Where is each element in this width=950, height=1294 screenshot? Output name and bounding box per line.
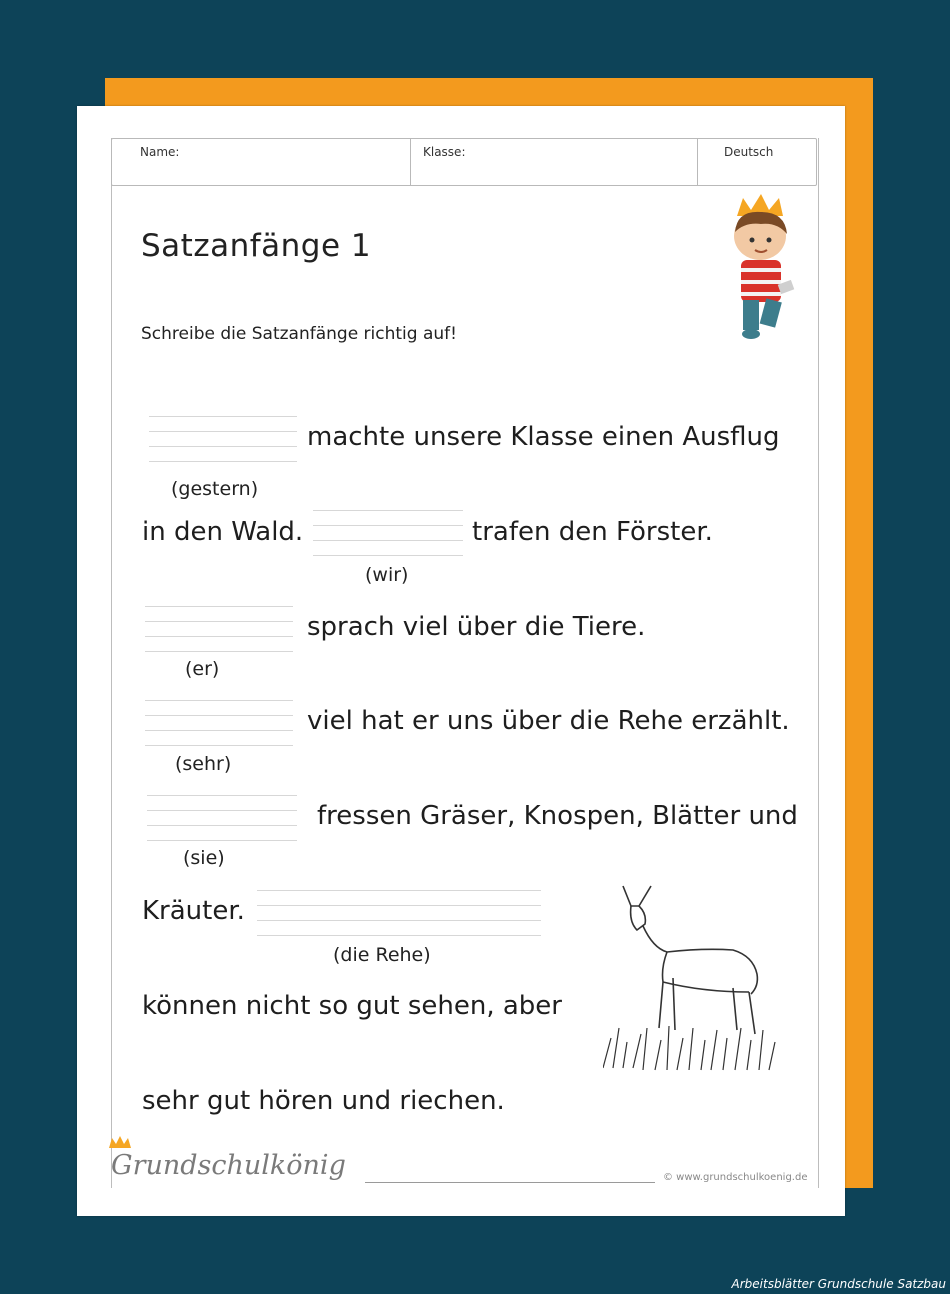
instruction-text: Schreibe die Satzanfänge richtig auf! — [141, 324, 457, 344]
sentence-line-7: Kräuter. — [142, 896, 245, 926]
answer-blank-5[interactable] — [147, 795, 297, 841]
subject-field — [698, 139, 816, 185]
name-label: Name: — [140, 145, 180, 159]
hint-er: (er) — [185, 658, 220, 680]
worksheet — [77, 106, 845, 1216]
answer-blank-3[interactable] — [145, 606, 293, 652]
crown-icon — [109, 1136, 131, 1148]
class-label: Klasse: — [423, 145, 466, 159]
brand-name: Grundschulkönig — [111, 1150, 346, 1181]
deer-illustration — [603, 878, 783, 1078]
hint-sehr: (sehr) — [175, 753, 232, 775]
sentence-line-6: fressen Gräser, Knospen, Blätter und — [317, 801, 798, 831]
sentence-line-3: trafen den Förster. — [472, 517, 713, 547]
sentence-line-4: sprach viel über die Tiere. — [307, 612, 646, 642]
sentence-line-2: in den Wald. — [142, 517, 304, 547]
sentence-line-9: sehr gut hören und riechen. — [142, 1086, 505, 1116]
class-field[interactable] — [411, 139, 698, 185]
hint-die-rehe: (die Rehe) — [333, 944, 431, 966]
sentence-line-8: können nicht so gut sehen, aber — [142, 991, 562, 1021]
name-field[interactable] — [112, 139, 411, 185]
subject-label: Deutsch — [724, 145, 774, 159]
answer-blank-1[interactable] — [149, 416, 297, 462]
answer-blank-6[interactable] — [257, 890, 541, 936]
answer-blank-2[interactable] — [313, 510, 463, 556]
footer-divider — [365, 1182, 655, 1183]
brand-logo — [111, 1150, 346, 1181]
hint-sie: (sie) — [183, 847, 225, 869]
answer-blank-4[interactable] — [145, 700, 293, 746]
hint-gestern: (gestern) — [171, 478, 259, 500]
footer-url: © www.grundschulkoenig.de — [663, 1172, 808, 1183]
sentence-line-5: viel hat er uns über die Rehe erzählt. — [307, 706, 790, 736]
page-title: Satzanfänge 1 — [141, 228, 372, 264]
header-table — [111, 138, 817, 186]
boy-with-crown-illustration — [717, 192, 809, 352]
hint-wir: (wir) — [365, 564, 409, 586]
sentence-line-1: machte unsere Klasse einen Ausflug — [307, 422, 780, 452]
watermark-caption: Arbeitsblätter Grundschule Satzbau — [731, 1277, 946, 1291]
